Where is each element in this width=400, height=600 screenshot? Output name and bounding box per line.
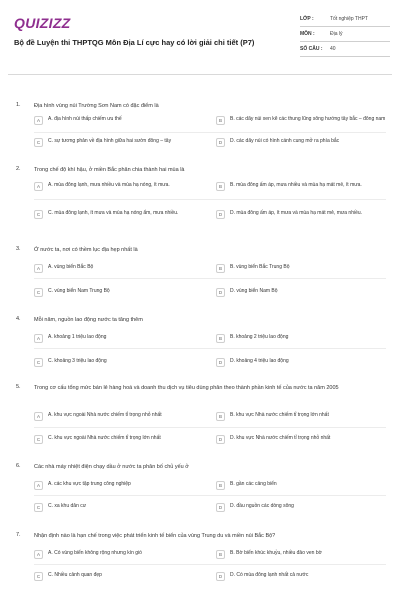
option-text: A. Có vùng biển không rộng nhưng kín gió xyxy=(48,550,142,556)
option-d[interactable] xyxy=(216,288,392,297)
option-text: B. các dãy núi xen kẽ các thung lũng sông hướng tây bắc – đông nam xyxy=(230,116,386,122)
option-text: D. khoảng 4 triệu lao động xyxy=(230,358,289,364)
option-badge: C xyxy=(34,358,43,367)
option-a[interactable] xyxy=(34,334,210,343)
question-text: Địa hình vùng núi Trường Sơn Nam có đặc điểm là xyxy=(34,103,159,109)
option-divider xyxy=(34,199,386,200)
option-divider xyxy=(34,427,386,428)
option-badge: B xyxy=(216,334,225,343)
question-number: 2. xyxy=(16,166,21,172)
option-b[interactable] xyxy=(216,481,392,490)
option-b[interactable] xyxy=(216,182,392,191)
worksheet-header xyxy=(8,8,392,70)
option-text: C. mùa đông lạnh, ít mưa và mùa hạ nóng ẩm, mưa nhiều. xyxy=(48,210,179,216)
question-number: 6. xyxy=(16,463,21,469)
option-text: B. gần các cảng biển xyxy=(230,481,277,487)
option-badge: C xyxy=(34,138,43,147)
option-a[interactable] xyxy=(34,412,210,421)
option-text: C. xa khu dân cư xyxy=(48,503,87,509)
question-number: 4. xyxy=(16,316,21,322)
question-number: 1. xyxy=(16,102,21,108)
option-d[interactable] xyxy=(216,210,392,219)
option-a[interactable] xyxy=(34,481,210,490)
meta-row-count xyxy=(300,42,390,57)
option-badge: B xyxy=(216,182,225,191)
quizizz-logo: QUIZIZZ xyxy=(14,15,71,31)
option-badge: D xyxy=(216,572,225,581)
option-divider xyxy=(34,564,386,565)
option-badge: B xyxy=(216,264,225,273)
option-c[interactable] xyxy=(34,138,210,147)
option-badge: C xyxy=(34,435,43,444)
option-text: C. sự tương phản về địa hình giữa hai sườn đông – tây xyxy=(48,138,172,144)
option-badge: C xyxy=(34,288,43,297)
option-text: D. các dãy núi có hình cánh cung mở ra phía bắc xyxy=(230,138,340,144)
page-title: Bộ đề Luyện thi THPTQG Môn Địa Lí cực hay có lời giải chi tiết (P7) xyxy=(14,38,255,47)
meta-label: LỚP : xyxy=(300,16,314,22)
meta-row-subject xyxy=(300,27,390,42)
option-b[interactable] xyxy=(216,264,392,273)
option-badge: A xyxy=(34,412,43,421)
option-badge: B xyxy=(216,412,225,421)
question-number: 3. xyxy=(16,246,21,252)
option-b[interactable] xyxy=(216,334,392,343)
option-badge: B xyxy=(216,550,225,559)
option-c[interactable] xyxy=(34,288,210,297)
option-b[interactable] xyxy=(216,116,392,125)
question-text: Trong chế độ khí hậu, ở miền Bắc phân chia thành hai mùa là xyxy=(34,167,185,173)
option-d[interactable] xyxy=(216,435,392,444)
option-text: B. khu vực Nhà nước chiếm tỉ trọng lớn nhất xyxy=(230,412,329,418)
option-badge: D xyxy=(216,503,225,512)
question-text: Nhận định nào là hạn chế trong việc phát triển kinh tế biển của vùng Trung du và miền núi Bắc Bộ? xyxy=(34,533,276,539)
option-b[interactable] xyxy=(216,550,392,559)
option-badge: A xyxy=(34,116,43,125)
option-divider xyxy=(34,495,386,496)
option-text: C. Nhiều cảnh quan đẹp xyxy=(48,572,102,578)
option-d[interactable] xyxy=(216,503,392,512)
option-text: B. khoảng 2 triệu lao động xyxy=(230,334,289,340)
option-text: D. Có mùa đông lạnh nhất cả nước xyxy=(230,572,309,578)
option-text: D. khu vực Nhà nước chiếm tỉ trọng nhỏ nhất xyxy=(230,435,331,441)
option-badge: A xyxy=(34,334,43,343)
option-divider xyxy=(34,348,386,349)
option-c[interactable] xyxy=(34,572,210,581)
option-divider xyxy=(34,132,386,133)
option-text: A. vùng biển Bắc Bộ xyxy=(48,264,94,270)
option-badge: D xyxy=(216,288,225,297)
worksheet-page xyxy=(8,8,392,598)
option-a[interactable] xyxy=(34,264,210,273)
meta-value: 40 xyxy=(330,46,336,52)
option-badge: D xyxy=(216,435,225,444)
option-d[interactable] xyxy=(216,138,392,147)
option-text: A. khoảng 1 triệu lao động xyxy=(48,334,107,340)
option-text: A. địa hình núi thấp chiếm ưu thế xyxy=(48,116,122,122)
option-badge: C xyxy=(34,503,43,512)
option-text: C. vùng biển Nam Trung Bộ xyxy=(48,288,110,294)
option-divider xyxy=(34,278,386,279)
option-badge: C xyxy=(34,210,43,219)
option-d[interactable] xyxy=(216,572,392,581)
option-text: B. vùng biển Bắc Trung Bộ xyxy=(230,264,290,270)
option-badge: A xyxy=(34,550,43,559)
option-c[interactable] xyxy=(34,358,210,367)
option-text: B. Bờ biển khúc khuỷu, nhiều đảo ven bờ xyxy=(230,550,322,556)
option-text: D. mùa đông ấm áp, ít mưa và mùa hạ mát mẻ, mưa nhiều. xyxy=(230,210,363,216)
question-text: Trong cơ cấu tổng mức bán lẻ hàng hoá và doanh thu dịch vụ tiêu dùng phân theo thành phần kinh tế của nước ta năm 2005 xyxy=(34,385,339,391)
question-text: Các nhà máy nhiệt điện chạy dầu ở nước ta phân bố chủ yếu ở xyxy=(34,464,189,470)
question-number: 5. xyxy=(16,384,21,390)
meta-label: SỐ CÂU : xyxy=(300,46,323,52)
option-b[interactable] xyxy=(216,412,392,421)
option-badge: A xyxy=(34,481,43,490)
option-text: A. khu vực ngoài Nhà nước chiếm tỉ trọng nhỏ nhất xyxy=(48,412,162,418)
meta-table xyxy=(300,12,390,57)
option-text: A. mùa đông lạnh, mưa nhiều và mùa hạ nóng, ít mưa. xyxy=(48,182,170,188)
header-divider xyxy=(8,74,392,75)
option-c[interactable] xyxy=(34,210,210,219)
option-d[interactable] xyxy=(216,358,392,367)
option-text: B. mùa đông ấm áp, mưa nhiều và mùa hạ mát mẻ, ít mưa. xyxy=(230,182,362,188)
option-a[interactable] xyxy=(34,116,210,125)
option-badge: D xyxy=(216,358,225,367)
meta-row-grade xyxy=(300,12,390,27)
option-text: A. các khu vực tập trung công nghiệp xyxy=(48,481,131,487)
option-text: D. đầu nguồn các dòng sông xyxy=(230,503,294,509)
meta-value: Địa lý xyxy=(330,31,343,37)
meta-value: Tốt nghiệp THPT xyxy=(330,16,368,22)
question-number: 7. xyxy=(16,532,21,538)
option-badge: B xyxy=(216,481,225,490)
option-badge: A xyxy=(34,264,43,273)
option-c[interactable] xyxy=(34,503,210,512)
option-c[interactable] xyxy=(34,435,210,444)
option-badge: D xyxy=(216,138,225,147)
option-text: C. khu vực ngoài Nhà nước chiếm tỉ trọng lớn nhất xyxy=(48,435,161,441)
option-a[interactable] xyxy=(34,550,210,559)
question-text: Mỗi năm, nguồn lao động nước ta tăng thêm xyxy=(34,317,143,323)
option-badge: D xyxy=(216,210,225,219)
option-a[interactable] xyxy=(34,182,210,191)
option-text: C. khoảng 3 triệu lao động xyxy=(48,358,107,364)
question-text: Ở nước ta, nơi có thềm lục địa hẹp nhất là xyxy=(34,247,138,253)
option-badge: A xyxy=(34,182,43,191)
option-text: D. vùng biển Nam Bộ xyxy=(230,288,278,294)
option-badge: B xyxy=(216,116,225,125)
meta-label: MÔN : xyxy=(300,31,315,37)
option-badge: C xyxy=(34,572,43,581)
